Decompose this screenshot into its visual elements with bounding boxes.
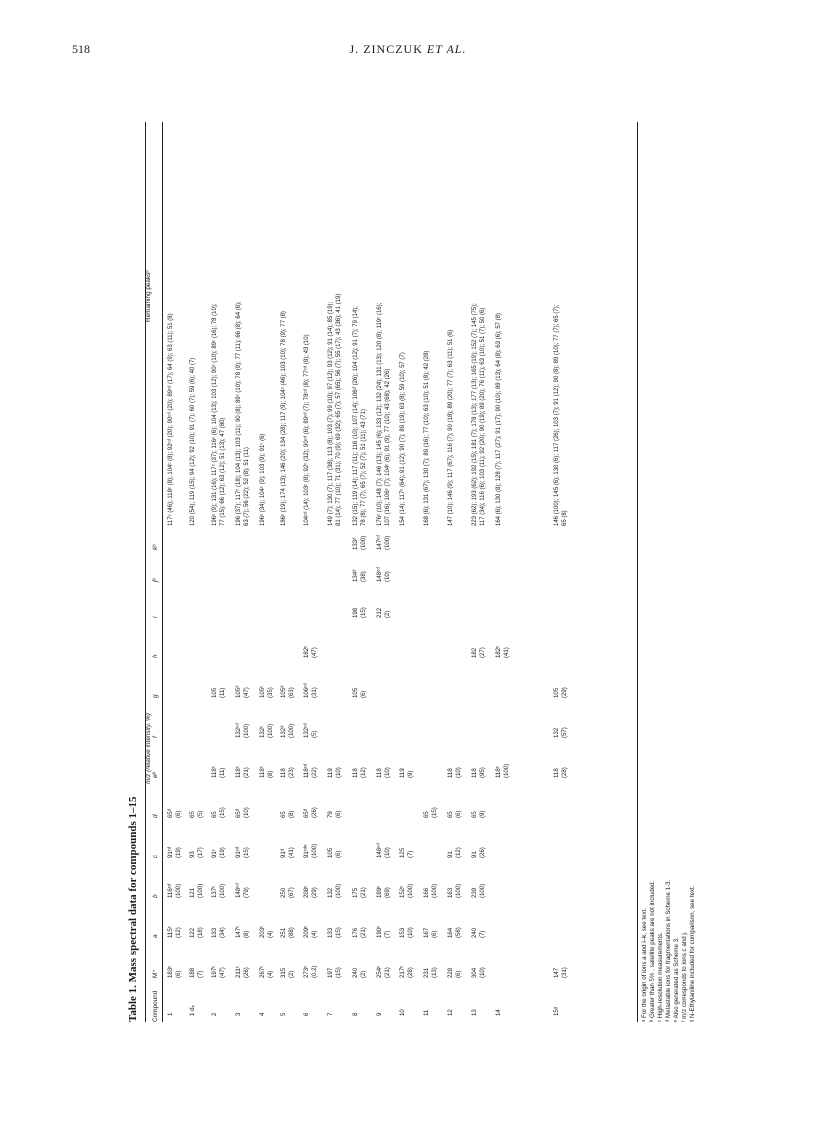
- mz-value: 315: [280, 967, 287, 978]
- intensity-value: (11): [219, 687, 226, 698]
- compound-id: 4: [259, 1012, 266, 1016]
- mz-value: 175: [352, 887, 359, 898]
- intensity-value: (10): [335, 767, 342, 778]
- mz-value: 125: [399, 847, 406, 858]
- intensity-value: (63): [288, 687, 295, 698]
- mz-value: 118ᶜ: [495, 766, 502, 778]
- mz-value: 147ᶜᵈ: [376, 535, 383, 550]
- compound-id: 11: [423, 1009, 430, 1016]
- intensity-value: (41): [503, 647, 510, 658]
- mz-value: 133ᵈ: [352, 537, 359, 550]
- mz-value: 182ᶜ: [495, 645, 502, 658]
- intensity-value: (100): [175, 883, 182, 898]
- mz-value: 118ᶜ: [235, 766, 242, 778]
- header-rule: [162, 122, 163, 1022]
- mz-value: 212: [376, 607, 383, 618]
- mz-value: 250: [280, 887, 287, 898]
- footnote: ᵈ Metastable ions for fragmentations in Scheme 1-3.: [665, 879, 672, 1022]
- intensity-value: (4): [267, 970, 274, 978]
- intensity-value: (8): [243, 930, 250, 938]
- mz-value: 134ᵈ: [352, 569, 359, 582]
- intensity-value: (12): [455, 847, 462, 858]
- mz-value: 79: [327, 811, 334, 818]
- intensity-value: (38): [360, 571, 367, 582]
- mz-value: 211ᶜ: [235, 966, 242, 978]
- compound-id: 2: [211, 1012, 218, 1016]
- mz-value: 176: [352, 927, 359, 938]
- intensity-value: (26): [479, 847, 486, 858]
- mz-value: 147ᶜ: [235, 925, 242, 938]
- intensity-value: (7): [384, 930, 391, 938]
- intensity-value: (100): [335, 883, 342, 898]
- intensity-value: (10): [243, 807, 250, 818]
- remaining-peaks: 78 (8); 77 (7); 65 (7); 52 (7); 51 (11); 43 (71): [361, 409, 367, 526]
- mz-value: 118: [280, 768, 287, 778]
- intensity-value: (57): [561, 727, 568, 738]
- intensity-value: (7): [479, 930, 486, 938]
- col-header-g: g: [152, 694, 159, 698]
- mz-value: 198: [352, 607, 359, 618]
- mz-value: 118ᶜ: [211, 766, 218, 778]
- mz-value: 65ᵈ: [303, 808, 310, 818]
- mz-value: 188: [189, 967, 196, 978]
- intensity-value: (69): [384, 887, 391, 898]
- remaining-peaks: 120 (54); 119 (15); 94 (12); 92 (10); 91 (7); 60 (7); 59 (6); 40 (7): [190, 357, 196, 526]
- mz-value: 163: [447, 887, 454, 898]
- intensity-value: (28): [407, 967, 414, 978]
- mz-value: 197: [327, 967, 334, 978]
- remaining-peaks: 104ᶜᵈ (14); 103ᶜ (8); 92ᶜ (32); 90ᶜᵈ (6); 89ᶜᵈ (7); 78ᶜᵈ (8); 77ᶜᵈ (8); 43 (10): [304, 334, 310, 526]
- intensity-value: (100): [267, 723, 274, 738]
- mz-value: 106ᶜᵈ: [303, 683, 310, 698]
- intensity-value: (7): [197, 970, 204, 978]
- intensity-value: (7): [407, 850, 414, 858]
- intensity-value: (21): [360, 887, 367, 898]
- intensity-value: (100): [219, 883, 226, 898]
- mz-value: 91ᶜᵈ: [167, 846, 174, 858]
- intensity-value: (100): [503, 763, 510, 778]
- mz-value: 189ᶜ: [376, 885, 383, 898]
- remaining-peaks: 196ᶜ (34); 104ᶜ (9); 103 (9); 91ᶜ (6): [260, 433, 266, 526]
- intensity-value: (6): [431, 930, 438, 938]
- intensity-value: (58): [455, 927, 462, 938]
- intensity-value: (10): [384, 767, 391, 778]
- mz-value: 231: [423, 967, 430, 978]
- mz-value: 132: [327, 887, 334, 898]
- mz-value: 254ᶜ: [376, 965, 383, 978]
- mz-value: 65: [211, 811, 218, 818]
- col-header-c: c: [152, 854, 159, 858]
- intensity-value: (88): [288, 927, 295, 938]
- mz-value: 148ᶜᵈ: [376, 567, 383, 582]
- mz-value: 115ᶜ: [167, 926, 174, 938]
- remaining-peaks: 154 (14); 117ᶜ (64); 91 (12); 90 (7); 89 (19); 63 (8); 59 (10); 57 (7): [400, 352, 406, 526]
- intensity-value: (100): [384, 535, 391, 550]
- mz-value: 133: [327, 927, 334, 938]
- mz-value: 132ᶜᵈ: [235, 723, 242, 738]
- intensity-value: (15): [335, 927, 342, 938]
- intensity-value: (19): [219, 847, 226, 858]
- intensity-value: (21): [384, 967, 391, 978]
- mz-value: 65ᵈ: [167, 808, 174, 818]
- running-head: [0, 42, 816, 57]
- mz-value: 153: [399, 927, 406, 938]
- compound-id: 3: [235, 1012, 242, 1016]
- mz-value: 164: [447, 927, 454, 938]
- compound-id: 15ᵍ: [553, 1006, 560, 1016]
- mz-value: 91ᶜᵈ: [235, 846, 242, 858]
- mz-value: 118ᶜ: [259, 766, 266, 778]
- compound-id: 7: [327, 1012, 334, 1016]
- intensity-value: (100): [197, 883, 204, 898]
- intensity-value: (10): [384, 571, 391, 582]
- intensity-value: (10): [407, 927, 414, 938]
- intensity-value: (15): [360, 607, 367, 618]
- mz-value: 118: [352, 768, 359, 778]
- col-header-d: d: [152, 814, 159, 818]
- mz-value: 239: [471, 887, 478, 898]
- remaining-peaks: 196ᶜ (9); 131 (16); 117ᶜ (37); 116ᶜ (6); 104 (13); 103 (12); 90ᶜ (10); 89ᶜ (16); 78 (10);: [212, 303, 218, 526]
- remaining-peaks: 176ᶜ (10); 148 (7); 146 (13); 145 (6); 133 (12); 132 (24); 131 (13); 120 (8); 119ᶜ (16);: [377, 302, 383, 526]
- footnote: ᶜ High-resolution measurements.: [657, 932, 664, 1022]
- compound-id: 12: [447, 1009, 454, 1016]
- mz-value: 240: [352, 967, 359, 978]
- remaining-peaks: 77 (15); 66 (12); 63 (12); 51 (13); 47 (80): [220, 417, 226, 526]
- intensity-value: (100): [455, 883, 462, 898]
- intensity-value: (95): [479, 767, 486, 778]
- page-number: 518: [72, 42, 90, 56]
- intensity-value: (2): [384, 610, 391, 618]
- col-header-intensity: m/z (relative intensity, %): [145, 713, 152, 784]
- mz-value: 119: [327, 768, 334, 778]
- intensity-value: (6): [360, 690, 367, 698]
- col-header-a: a: [152, 934, 159, 938]
- intensity-value: (47): [243, 687, 250, 698]
- mz-value: 148ᶜᵈ: [376, 843, 383, 858]
- mz-value: 208ᶜ: [303, 885, 310, 898]
- intensity-value: (26): [243, 967, 250, 978]
- mz-value: 132ᶜᵈ: [303, 723, 310, 738]
- table-title: Table 1. Mass spectral data for compounds 1–15: [127, 796, 139, 1022]
- mz-value: 118: [553, 768, 560, 778]
- compound-id: 1 d₅: [189, 1005, 196, 1016]
- remaining-peaks: 107 (16); 106ᶜ (7); 104ᶜ (6); 91 (9); 77 (10); 43 (68); 42 (26): [385, 368, 391, 526]
- intensity-value: (47): [219, 967, 226, 978]
- mz-value: 183ᶜ: [167, 965, 174, 978]
- intensity-value: (100): [479, 883, 486, 898]
- mz-value: 133: [211, 927, 218, 938]
- remaining-peaks: 81 (14); 77 (10); 71 (31); 70 (9); 69 (32); 65 (7); 57 (65); 56 (7); 55 (17); 43 (36); 41 (19): [336, 293, 342, 526]
- mz-value: 273ᶜ: [303, 965, 310, 978]
- footnote: ᵃ For the origin of ions a and i–k, see text.: [641, 907, 648, 1022]
- intensity-value: (9): [407, 770, 414, 778]
- intensity-value: (6): [455, 810, 462, 818]
- intensity-value: (6): [335, 850, 342, 858]
- running-head-author: J. ZINCZUK: [349, 42, 423, 56]
- intensity-value: (100): [243, 723, 250, 738]
- mz-value: 91: [471, 851, 478, 858]
- col-header-mplus: M⁺: [152, 969, 159, 978]
- mz-value: 65: [189, 811, 196, 818]
- mz-value: 203ᶜ: [259, 925, 266, 938]
- compound-id: 13: [471, 1009, 478, 1016]
- mass-spectral-table: [128, 82, 698, 1022]
- intensity-value: (100): [288, 723, 295, 738]
- intensity-value: (100): [360, 535, 367, 550]
- mz-value: 182ᶜ: [303, 645, 310, 658]
- mz-value: 116ᶜᵈ: [167, 883, 174, 898]
- intensity-value: (9): [479, 810, 486, 818]
- intensity-value: (0.2): [311, 965, 318, 978]
- col-header-compound: Compound: [152, 990, 159, 1022]
- remaining-peaks: 186ᶜ (19); 174 (13); 146 (20); 134 (28); 117 (9); 104ᶜ (46); 103 (10); 78 (9); 77 (8): [281, 311, 287, 526]
- intensity-value: (6): [175, 810, 182, 818]
- compound-id: 10: [399, 1009, 406, 1016]
- compound-id: 8: [352, 1012, 359, 1016]
- intensity-value: (31): [561, 967, 568, 978]
- intensity-value: (15): [243, 847, 250, 858]
- intensity-value: (4): [267, 930, 274, 938]
- mz-value: 91: [447, 851, 454, 858]
- intensity-value: (4): [311, 930, 318, 938]
- intensity-value: (22): [311, 767, 318, 778]
- mz-value: 65: [423, 811, 430, 818]
- compound-id: 5: [280, 1012, 287, 1016]
- intensity-value: (27): [479, 647, 486, 658]
- mz-value: 190ᶜ: [376, 925, 383, 938]
- col-header-j: jᵇ: [152, 578, 159, 582]
- mz-value: 65: [280, 811, 287, 818]
- intensity-value: (10): [479, 967, 486, 978]
- remaining-peaks: 168 (6); 131 (67); 130 (7); 89 (16); 77 (10); 63 (10); 51 (8); 42 (28): [424, 350, 430, 526]
- footnote: ᵉ Also generated as Scheme 3.: [673, 937, 680, 1022]
- remaining-peaks: 196 (37); 117ᶜ (18); 104 (13); 103 (11); 90 (8); 89ᶜ (10); 78 (9); 77 (11); 66 (8); 64 (6);: [236, 301, 242, 526]
- mz-value: 217ᶜ: [399, 965, 406, 978]
- top-rule: [145, 122, 146, 1022]
- compound-id: 14: [495, 1009, 502, 1016]
- intensity-value: (5): [311, 730, 318, 738]
- mz-value: 91ᶜ: [211, 849, 218, 858]
- intensity-value: (12): [360, 767, 367, 778]
- remaining-peaks: 223 (62); 193 (62); 192 (15); 181 (7); 178 (13); 177 (13); 165 (19); 152 (7); 145 (75);: [472, 303, 478, 526]
- mz-value: 182: [471, 647, 478, 658]
- remaining-peaks: 65 (8): [562, 510, 568, 526]
- intensity-value: (19): [175, 847, 182, 858]
- bottom-rule: [637, 122, 638, 1022]
- mz-value: 118: [447, 768, 454, 778]
- intensity-value: (13): [431, 967, 438, 978]
- mz-value: 105: [553, 687, 560, 698]
- mz-value: 118: [376, 768, 383, 778]
- remaining-peaks: 149 (7); 130 (7); 117 (38); 113 (8); 103 (7); 99 (10); 97 (12); 93 (12); 91 (14); 85 (19);: [328, 301, 334, 526]
- col-header-k: kᵇ: [152, 544, 159, 550]
- mz-value: 105: [211, 687, 218, 698]
- intensity-value: (2): [288, 970, 295, 978]
- mz-value: 152ᶜ: [399, 885, 406, 898]
- compound-id: 1: [167, 1012, 174, 1016]
- intensity-value: (100): [431, 883, 438, 898]
- mz-value: 304: [471, 967, 478, 978]
- mz-value: 251: [280, 927, 287, 938]
- intensity-value: (15): [335, 967, 342, 978]
- intensity-value: (41): [288, 847, 295, 858]
- intensity-value: (10): [455, 767, 462, 778]
- intensity-value: (5): [197, 810, 204, 818]
- intensity-value: (18): [197, 927, 204, 938]
- mz-value: 105ᶜ: [259, 685, 266, 698]
- mz-value: 240: [471, 927, 478, 938]
- compound-id: 9: [376, 1012, 383, 1016]
- mz-value: 91ᶜᵈᵉ: [303, 844, 310, 858]
- mz-value: 93: [189, 851, 196, 858]
- mz-value: 118: [471, 768, 478, 778]
- mz-value: 197ᶜ: [211, 965, 218, 978]
- mz-value: 132ᵈ: [280, 725, 287, 738]
- mz-value: 167: [423, 927, 430, 938]
- remaining-peaks: 147 (10); 146 (9); 117 (67); 116 (7); 90 (18); 89 (20); 77 (7); 63 (11); 51 (6): [448, 329, 454, 526]
- intensity-value: (29): [311, 887, 318, 898]
- intensity-value: (100): [407, 883, 414, 898]
- intensity-value: (100): [311, 843, 318, 858]
- mz-value: 122: [189, 927, 196, 938]
- intensity-value: (11): [219, 767, 226, 778]
- mz-value: 105ᵈ: [235, 685, 242, 698]
- running-head-etal: ET AL.: [426, 42, 467, 56]
- remaining-peaks: 164 (6); 130 (8); 128 (7); 117 (27); 91 (17); 90 (10); 89 (13); 64 (8); 63 (6); 57 (8): [496, 313, 502, 526]
- mz-value: 132: [553, 727, 560, 738]
- intensity-value: (15): [431, 807, 438, 818]
- remaining-peaks: 146 (100); 145 (6); 130 (6); 117 (26); 103 (7); 91 (12); 90 (8); 89 (10); 77 (7); 65 (7);: [554, 304, 560, 526]
- col-header-b: b: [152, 894, 159, 898]
- footnote: ᶠ m/z corresponds to ions c and j.: [681, 931, 688, 1022]
- col-header-e: eᵇ: [152, 772, 159, 778]
- intensity-value: (8): [288, 810, 295, 818]
- mz-value: 132ᶜ: [259, 725, 266, 738]
- intensity-value: (23): [288, 767, 295, 778]
- mz-value: 228: [447, 967, 454, 978]
- intensity-value: (67): [288, 887, 295, 898]
- mz-value: 147: [553, 967, 560, 978]
- col-header-f: f: [152, 736, 159, 738]
- mz-value: 118ᶜᵈ: [303, 763, 310, 778]
- remaining-peaks: 117 (34); 116 (6); 103 (11); 92 (20); 90 (19); 89 (20); 76 (11); 63 (10); 51 (7); 50 (6): [480, 307, 486, 526]
- mz-value: 65: [471, 811, 478, 818]
- mz-value: 105: [352, 687, 359, 698]
- mz-value: 65ᵈ: [235, 808, 242, 818]
- footnote: ᵇ Greater than 5% , satellite peaks are not included.: [649, 880, 656, 1022]
- intensity-value: (17): [197, 847, 204, 858]
- mz-value: 137ᶜ: [211, 885, 218, 898]
- mz-value: 119: [399, 768, 406, 778]
- intensity-value: (8): [267, 770, 274, 778]
- intensity-value: (21): [360, 927, 367, 938]
- intensity-value: (6): [175, 970, 182, 978]
- intensity-value: (29): [561, 687, 568, 698]
- remaining-peaks: 117ᶜ (46); 118ᶜ (8); 104ᶜ (8); 92ᶜᵈ (20); 90ᶜᵈ (20); 89ᶜᵈ (17); 64 (9); 63 (11); 51 (8): [168, 313, 174, 526]
- mz-value: 105ᵈ: [280, 685, 287, 698]
- intensity-value: (6): [455, 970, 462, 978]
- mz-value: 209ᶜ: [303, 925, 310, 938]
- remaining-peaks: 132 (15); 119 (14); 117 (11); 116 (10); 107 (14); 106ᵈ (26); 104 (12); 91 (7); 79 (14);: [353, 306, 359, 526]
- col-header-i: i: [152, 616, 159, 618]
- intensity-value: (35): [267, 687, 274, 698]
- intensity-value: (2): [360, 970, 367, 978]
- intensity-value: (12): [175, 927, 182, 938]
- mz-value: 148ᶜᵈ: [235, 883, 242, 898]
- intensity-value: (6): [335, 810, 342, 818]
- mz-value: 91ᵈ: [280, 848, 287, 858]
- intensity-value: (34): [219, 927, 226, 938]
- compound-id: 6: [303, 1012, 310, 1016]
- col-header-remaining: Remaining peaksᵇ: [145, 270, 152, 322]
- intensity-value: (79): [243, 887, 250, 898]
- remaining-peaks: 63 (7); 56 (22); 52 (8); 51 (11): [244, 447, 250, 526]
- mz-value: 65: [447, 811, 454, 818]
- intensity-value: (31): [311, 687, 318, 698]
- intensity-value: (21): [243, 767, 250, 778]
- intensity-value: (26): [311, 807, 318, 818]
- col-header-h: h: [152, 654, 159, 658]
- mz-value: 267ᶜ: [259, 965, 266, 978]
- mz-value: 121: [189, 887, 196, 898]
- intensity-value: (47): [311, 647, 318, 658]
- intensity-value: (15): [219, 807, 226, 818]
- intensity-value: (28): [561, 767, 568, 778]
- footnote: ᵍ N-Ethylaniline included for comparison, see text.: [689, 885, 696, 1022]
- intensity-value: (10): [384, 847, 391, 858]
- mz-value: 105: [327, 847, 334, 858]
- mz-value: 166: [423, 887, 430, 898]
